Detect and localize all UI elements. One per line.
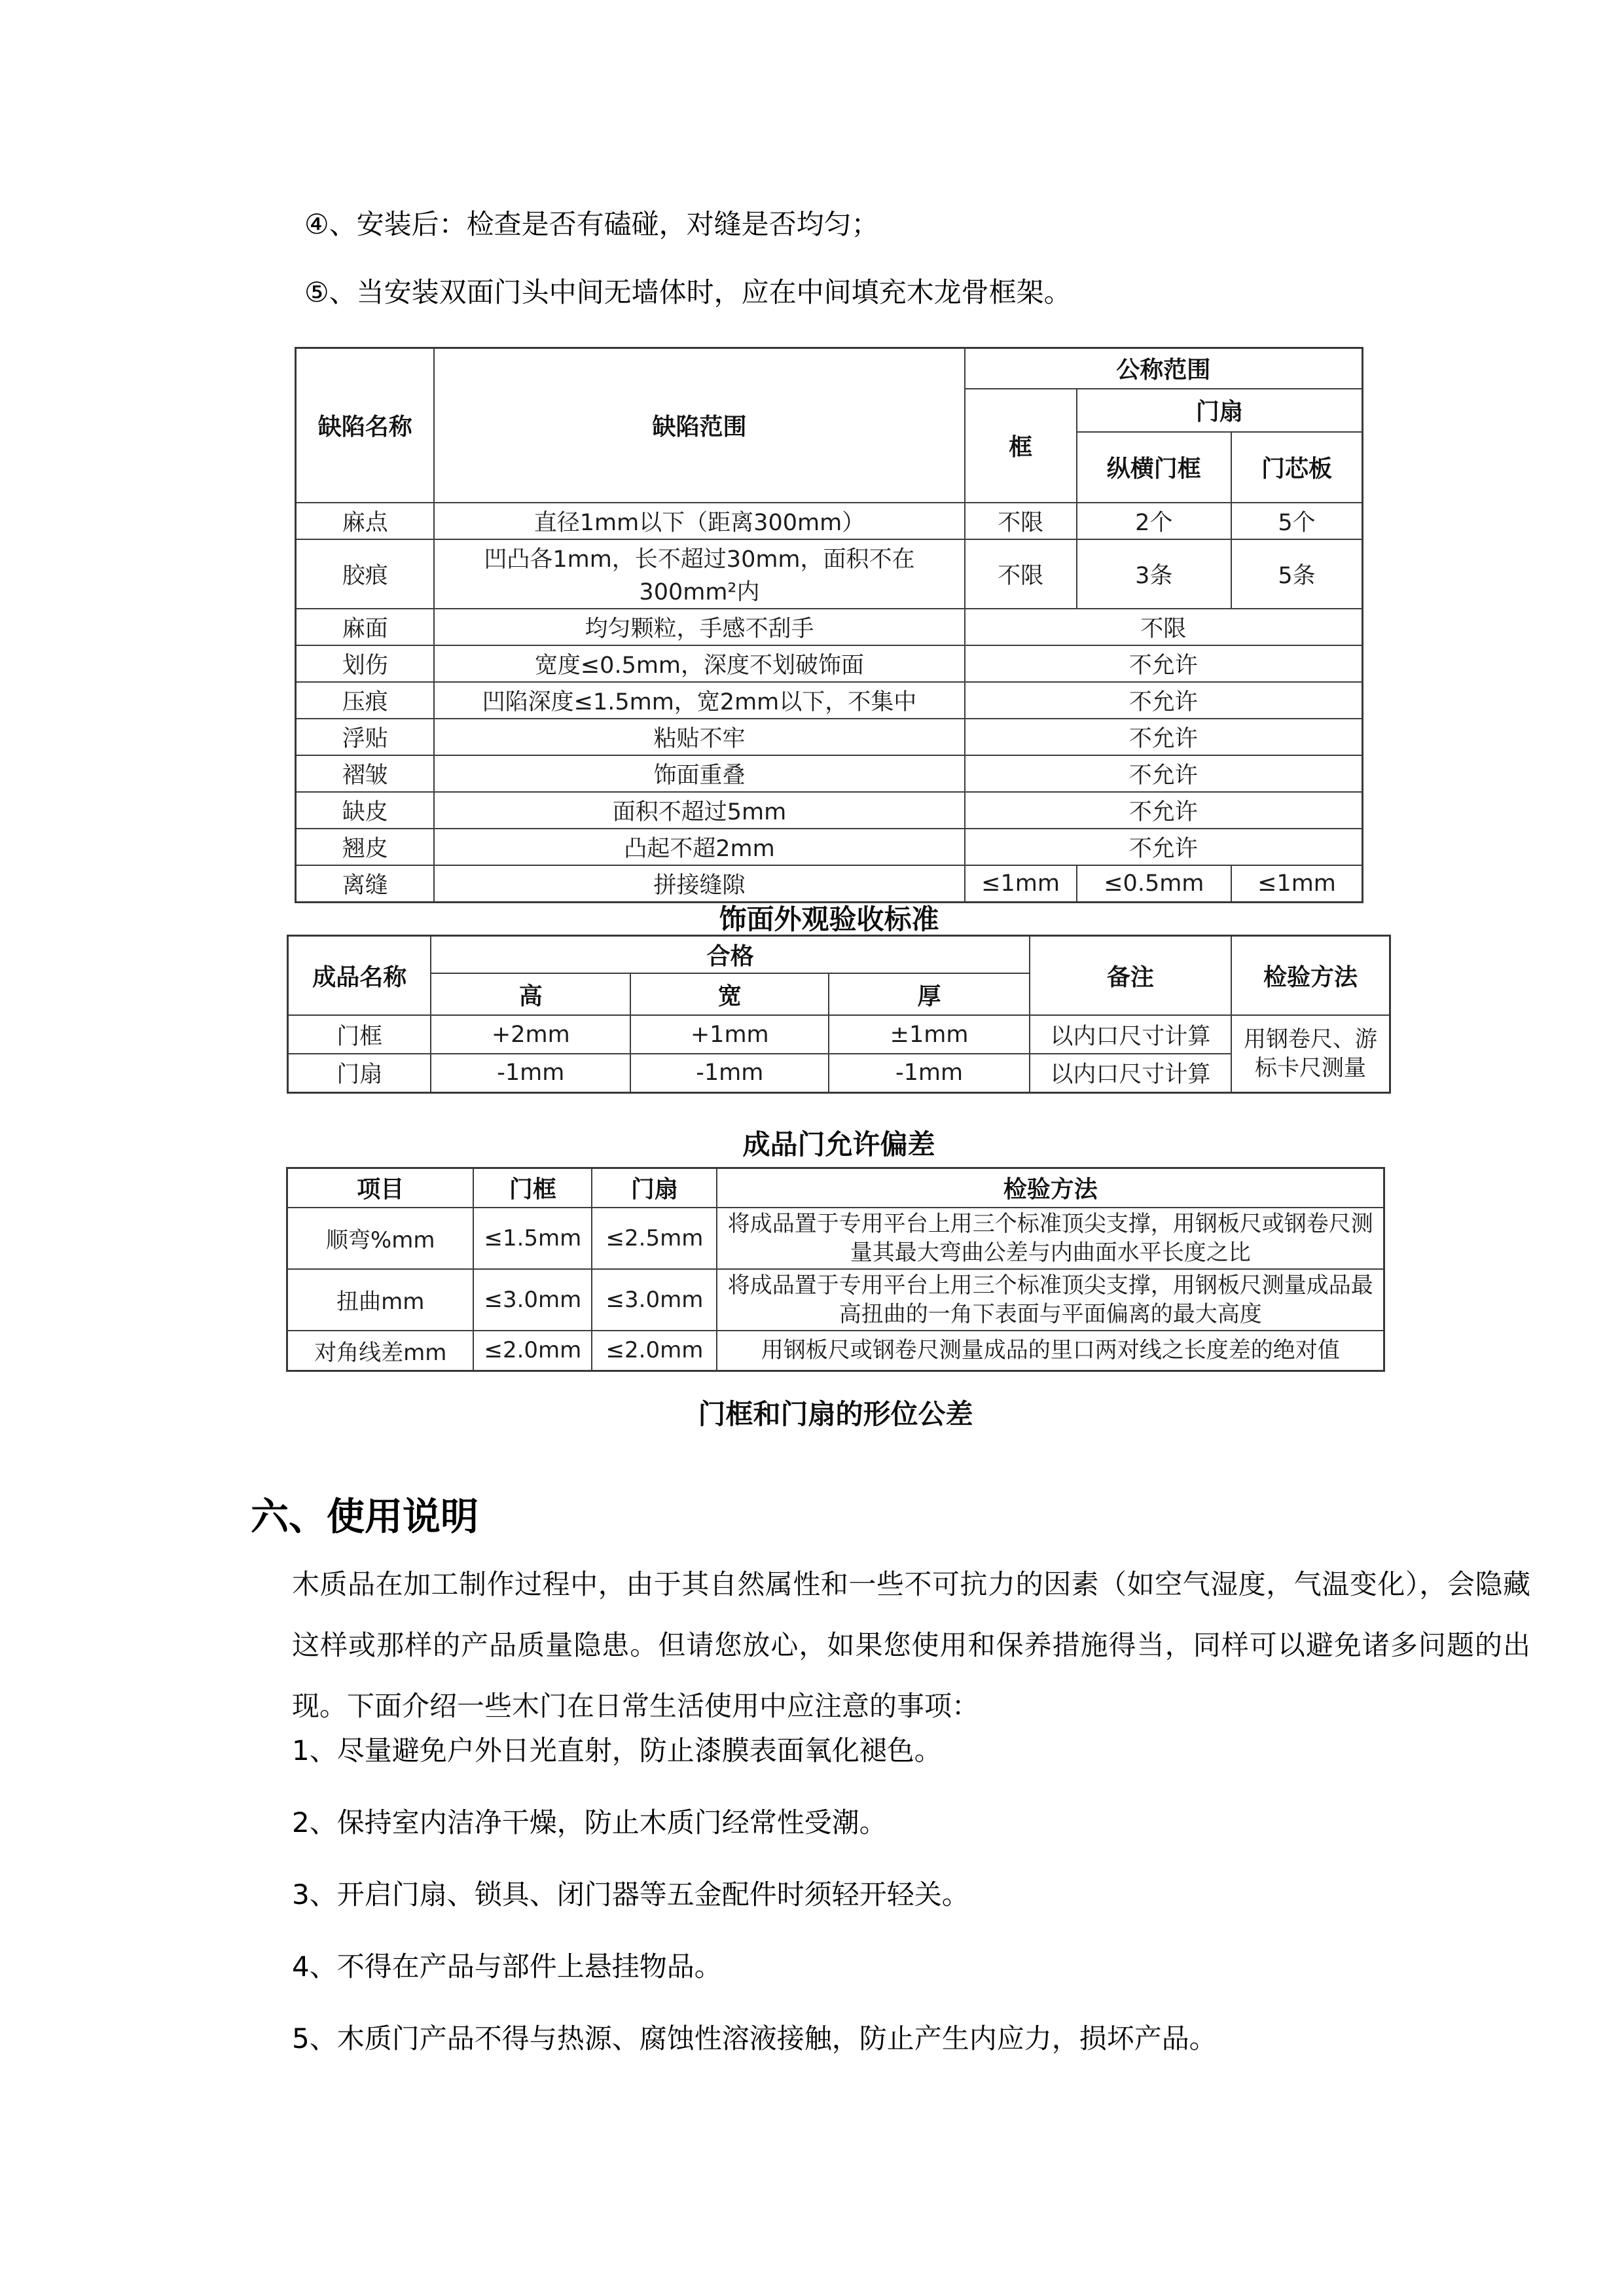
- defect-range-cell: 饰面重叠: [434, 755, 964, 792]
- method-cell: 将成品置于专用平台上用三个标准顶尖支撑，用钢板尺测量成品最高扭曲的一角下表面与平面偏离的最大高度: [717, 1269, 1384, 1331]
- table-row: [287, 1208, 1384, 1269]
- table-row: [288, 1054, 1390, 1092]
- table-header-row: [296, 348, 1363, 389]
- table3-caption: 门框和门扇的形位公差: [698, 1398, 973, 1430]
- product-name-cell: 门扇: [288, 1054, 431, 1092]
- note-item-5: ⑤、当安装双面门头中间无墙体时，应在中间填充木龙骨框架。: [304, 276, 1072, 308]
- merged-limit-cell: 不允许: [965, 645, 1363, 682]
- header-item: 项目: [287, 1168, 474, 1208]
- header-stile-rail: 纵横门框: [1077, 432, 1231, 503]
- leaf-cell: ≤3.0mm: [592, 1269, 717, 1331]
- remark-cell: 以内口尺寸计算: [1030, 1054, 1231, 1092]
- merged-limit-cell: 不限: [965, 609, 1363, 645]
- merged-limit-cell: 不允许: [965, 682, 1363, 719]
- header-frame: 框: [965, 389, 1077, 503]
- table-header-row: [287, 1168, 1384, 1208]
- header-pass: 合格: [431, 936, 1029, 974]
- stile-cell: 3条: [1077, 539, 1231, 609]
- defect-name-cell: 缺皮: [296, 792, 435, 829]
- table-row: [296, 503, 1363, 539]
- table-header-row: [288, 936, 1390, 974]
- defect-range-cell: 拼接缝隙: [434, 865, 964, 903]
- form-position-tolerance-table: [286, 1167, 1385, 1372]
- table-row: [287, 1269, 1384, 1331]
- header-nominal-range: 公称范围: [965, 348, 1363, 389]
- defect-name-cell: 离缝: [296, 865, 435, 903]
- method-merged-cell: 用钢卷尺、游标卡尺测量: [1231, 1015, 1390, 1092]
- table-row: [296, 865, 1363, 903]
- table-row: [296, 755, 1363, 792]
- table-row: [296, 645, 1363, 682]
- leaf-cell: ≤2.0mm: [592, 1331, 717, 1371]
- header-thickness: 厚: [829, 973, 1029, 1015]
- usage-item-2: 2、保持室内洁净干燥，防止木质门经常性受潮。: [292, 1806, 887, 1839]
- product-name-cell: 门框: [288, 1015, 431, 1054]
- defect-range-cell: 凸起不超2mm: [434, 829, 964, 865]
- merged-limit-cell: 不允许: [965, 792, 1363, 829]
- header-defect-name: 缺陷名称: [296, 348, 435, 503]
- item-cell: 对角线差mm: [287, 1331, 474, 1371]
- thickness-cell: ±1mm: [829, 1015, 1029, 1054]
- defect-range-cell: 均匀颗粒，手感不刮手: [434, 609, 964, 645]
- table-row: [296, 539, 1363, 609]
- header-core-panel: 门芯板: [1231, 432, 1363, 503]
- table1-caption: 饰面外观验收标准: [719, 903, 939, 935]
- item-cell: 顺弯%mm: [287, 1208, 474, 1269]
- header-product-name: 成品名称: [288, 936, 431, 1016]
- defect-range-cell: 面积不超过5mm: [434, 792, 964, 829]
- width-cell: -1mm: [630, 1054, 829, 1092]
- header-method: 检验方法: [717, 1168, 1384, 1208]
- defect-name-cell: 麻点: [296, 503, 435, 539]
- usage-item-3: 3、开启门扇、锁具、闭门器等五金配件时须轻开轻关。: [292, 1878, 969, 1910]
- usage-notes-list: [292, 1736, 1217, 2096]
- usage-intro-paragraph: 木质品在加工制作过程中，由于其自然属性和一些不可抗力的因素（如空气湿度，气温变化），会隐藏这样或那样的产品质量隐患。但请您放心，如果您使用和保养措施得当，同样可以避免诸多问题的出现。下面介绍一些木门在日常生活使用中应注意的事项：: [292, 1568, 1530, 1722]
- defect-name-cell: 胶痕: [296, 539, 435, 609]
- finished-door-tolerance-table: [287, 935, 1391, 1094]
- method-cell: 用钢板尺或钢卷尺测量成品的里口两对线之长度差的绝对值: [717, 1331, 1384, 1371]
- table-row: [296, 829, 1363, 865]
- defect-range-cell: 粘贴不牢: [434, 719, 964, 755]
- header-leaf: 门扇: [592, 1168, 717, 1208]
- table2-caption: 成品门允许偏差: [742, 1128, 935, 1160]
- leaf-cell: ≤2.5mm: [592, 1208, 717, 1269]
- stile-cell: ≤0.5mm: [1077, 865, 1231, 903]
- frame-cell: 不限: [965, 503, 1077, 539]
- width-cell: +1mm: [630, 1015, 829, 1054]
- core-cell: 5条: [1231, 539, 1363, 609]
- thickness-cell: -1mm: [829, 1054, 1029, 1092]
- height-cell: -1mm: [431, 1054, 630, 1092]
- note-item-4: ④、安装后：检查是否有磕碰，对缝是否均匀；: [304, 208, 879, 240]
- frame-cell: ≤3.0mm: [473, 1269, 592, 1331]
- header-defect-range: 缺陷范围: [434, 348, 964, 503]
- installation-notes: [304, 208, 1072, 344]
- finish-appearance-table: [295, 347, 1363, 903]
- defect-range-cell: 宽度≤0.5mm，深度不划破饰面: [434, 645, 964, 682]
- frame-cell: ≤1mm: [965, 865, 1077, 903]
- header-width: 宽: [630, 973, 829, 1015]
- core-cell: ≤1mm: [1231, 865, 1363, 903]
- usage-item-4: 4、不得在产品与部件上悬挂物品。: [292, 1950, 722, 1982]
- remark-cell: 以内口尺寸计算: [1030, 1015, 1231, 1054]
- header-frame: 门框: [473, 1168, 592, 1208]
- table-row: [296, 682, 1363, 719]
- frame-cell: ≤2.0mm: [473, 1331, 592, 1371]
- merged-limit-cell: 不允许: [965, 719, 1363, 755]
- merged-limit-cell: 不允许: [965, 829, 1363, 865]
- defect-range-cell: 直径1mm以下（距离300mm）: [434, 503, 964, 539]
- frame-cell: 不限: [965, 539, 1077, 609]
- section-heading-usage: 六、使用说明: [251, 1494, 479, 1539]
- item-cell: 扭曲mm: [287, 1269, 474, 1331]
- usage-item-5: 5、木质门产品不得与热源、腐蚀性溶液接触，防止产生内应力，损坏产品。: [292, 2022, 1217, 2054]
- height-cell: +2mm: [431, 1015, 630, 1054]
- defect-range-cell: 凹陷深度≤1.5mm，宽2mm以下，不集中: [434, 682, 964, 719]
- core-cell: 5个: [1231, 503, 1363, 539]
- defect-range-cell: 凹凸各1mm，长不超过30mm，面积不在300mm²内: [434, 539, 964, 609]
- header-method: 检验方法: [1231, 936, 1390, 1016]
- table-row: [296, 792, 1363, 829]
- defect-name-cell: 划伤: [296, 645, 435, 682]
- method-cell: 将成品置于专用平台上用三个标准顶尖支撑，用钢板尺或钢卷尺测量其最大弯曲公差与内曲面水平长度之比: [717, 1208, 1384, 1269]
- table-row: [287, 1331, 1384, 1371]
- table-row: [296, 609, 1363, 645]
- header-height: 高: [431, 973, 630, 1015]
- merged-limit-cell: 不允许: [965, 755, 1363, 792]
- defect-name-cell: 麻面: [296, 609, 435, 645]
- defect-name-cell: 褶皱: [296, 755, 435, 792]
- header-remark: 备注: [1030, 936, 1231, 1016]
- frame-cell: ≤1.5mm: [473, 1208, 592, 1269]
- header-door-leaf: 门扇: [1077, 389, 1363, 432]
- table-row: [288, 1015, 1390, 1054]
- defect-name-cell: 浮贴: [296, 719, 435, 755]
- stile-cell: 2个: [1077, 503, 1231, 539]
- table-row: [296, 719, 1363, 755]
- usage-item-1: 1、尽量避免户外日光直射，防止漆膜表面氧化褪色。: [292, 1734, 942, 1767]
- defect-name-cell: 压痕: [296, 682, 435, 719]
- defect-name-cell: 翘皮: [296, 829, 435, 865]
